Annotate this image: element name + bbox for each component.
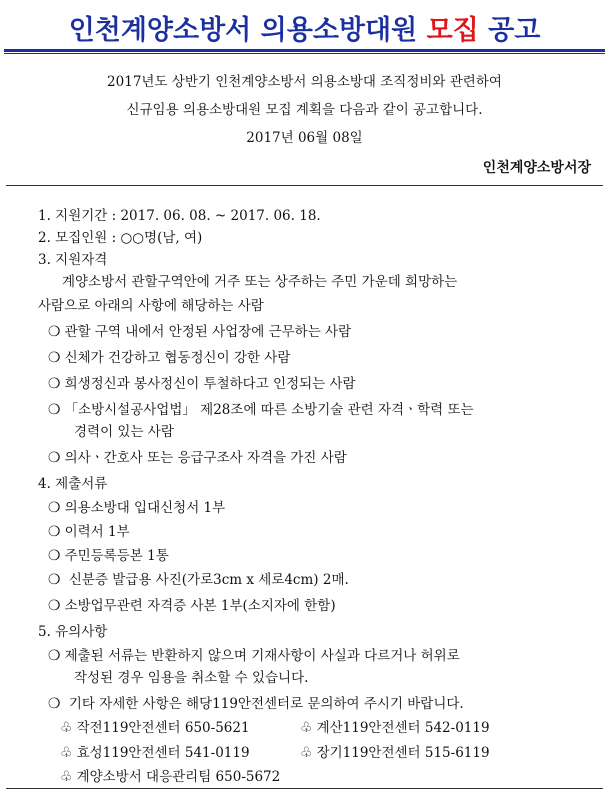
- circle-bullet-icon: ❍: [48, 548, 61, 564]
- contact-item: ♧ 장기119안전센터 515-6119: [300, 745, 490, 761]
- list-item: ❍ 이력서 1부: [48, 524, 130, 540]
- title-rule-thin: [4, 53, 605, 54]
- list-item: ❍ 관할 구역 내에서 안정된 사업장에 근무하는 사람: [48, 324, 352, 340]
- list-item: ❍ 제출된 서류는 반환하지 않으며 기재사항이 사실과 다르거나 허위로: [48, 648, 460, 664]
- list-item: ❍ 의사ㆍ간호사 또는 응급구조사 자격을 가진 사람: [48, 450, 347, 466]
- title-part-2: 공고: [478, 15, 541, 46]
- list-item-continuation: 경력이 있는 사람: [74, 424, 174, 440]
- qualifications-desc-1: 계양소방서 관할구역안에 거주 또는 상주하는 주민 가운데 희망하는: [62, 274, 458, 290]
- circle-bullet-icon: ❍: [48, 696, 61, 712]
- circle-bullet-icon: ❍: [48, 376, 61, 392]
- contact-item: ♧ 작전119안전센터 650-5621: [60, 720, 250, 736]
- contact-item: ♧ 계양소방서 대응관리팀 650-5672: [60, 769, 281, 785]
- list-item: ❍ 희생정신과 봉사정신이 투철하다고 인정되는 사람: [48, 376, 356, 392]
- list-item: ❍ 의용소방대 입대신청서 1부: [48, 500, 226, 516]
- club-icon: ♧: [60, 769, 73, 785]
- circle-bullet-icon: ❍: [48, 450, 61, 466]
- list-item: ❍ 주민등록등본 1통: [48, 548, 169, 564]
- list-item: ❍ 「소방시설공사업법」 제28조에 따른 소방기술 관련 자격ㆍ학력 또는: [48, 402, 474, 418]
- intro-line-2: 신규임용 의용소방대원 모집 계획을 다음과 같이 공고합니다.: [126, 102, 483, 118]
- list-item: ❍ 기타 자세한 사항은 해당119안전센터로 문의하여 주시기 바랍니다.: [48, 696, 464, 712]
- list-item-continuation: 작성된 경우 임용을 취소할 수 있습니다.: [74, 670, 309, 686]
- circle-bullet-icon: ❍: [48, 500, 61, 516]
- announcement-date: 2017년 06월 08일: [246, 130, 363, 146]
- list-item: ❍ 신체가 건강하고 협동정신이 강한 사람: [48, 350, 291, 366]
- section-documents: 4. 제출서류: [38, 476, 108, 492]
- circle-bullet-icon: ❍: [48, 524, 61, 540]
- section-headcount: 2. 모집인원 : ○○명(남, 여): [38, 230, 203, 246]
- footer-divider: [6, 788, 603, 789]
- header-divider: [6, 185, 603, 186]
- club-icon: ♧: [300, 720, 313, 736]
- list-item: ❍ 소방업무관련 자격증 사본 1부(소지자에 한함): [48, 598, 336, 614]
- qualifications-desc-2: 사람으로 아래의 사항에 해당하는 사람: [38, 298, 264, 314]
- title-highlight: 모집: [426, 15, 479, 46]
- signature: 인천계양소방서장: [482, 160, 591, 176]
- title-part-1: 인천계양소방서 의용소방대원: [68, 15, 427, 46]
- section-period: 1. 지원기간 : 2017. 06. 08. ~ 2017. 06. 18.: [38, 208, 321, 224]
- circle-bullet-icon: ❍: [48, 598, 61, 614]
- club-icon: ♧: [60, 745, 73, 761]
- page-title: [0, 8, 609, 47]
- circle-bullet-icon: ❍: [48, 324, 61, 340]
- list-item: ❍ 신분증 발급용 사진(가로3cm x 세로4cm) 2매.: [48, 572, 349, 588]
- circle-bullet-icon: ❍: [48, 572, 61, 588]
- contact-item: ♧ 효성119안전센터 541-0119: [60, 745, 250, 761]
- title-rule-thick: [4, 49, 605, 52]
- circle-bullet-icon: ❍: [48, 402, 61, 418]
- club-icon: ♧: [60, 720, 73, 736]
- section-qualifications: 3. 지원자격: [38, 252, 108, 268]
- contact-item: ♧ 계산119안전센터 542-0119: [300, 720, 490, 736]
- intro-line-1: 2017년도 상반기 인천계양소방서 의용소방대 조직정비와 관련하여: [107, 74, 502, 90]
- section-notes: 5. 유의사항: [38, 624, 108, 640]
- circle-bullet-icon: ❍: [48, 350, 61, 366]
- club-icon: ♧: [300, 745, 313, 761]
- circle-bullet-icon: ❍: [48, 648, 61, 664]
